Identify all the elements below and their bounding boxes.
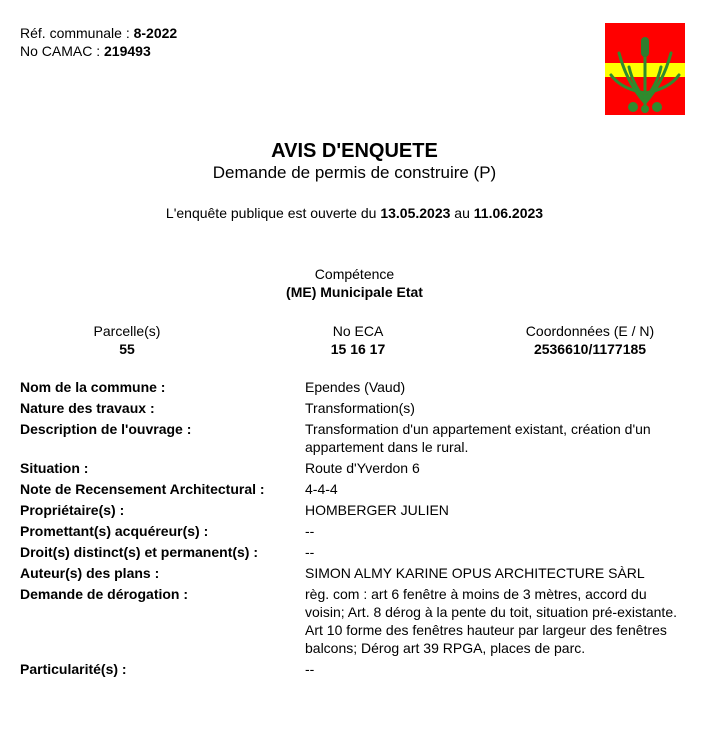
detail-value: 4-4-4 [305, 481, 338, 497]
detail-value: -- [305, 661, 315, 677]
parcelle-block [27, 322, 227, 358]
eca-value: 15 16 17 [330, 341, 386, 357]
camac-value: 219493 [104, 43, 151, 59]
detail-row [20, 378, 690, 396]
detail-row [20, 480, 690, 498]
eca-block [258, 322, 458, 358]
detail-label: Nom de la commune : [20, 379, 166, 395]
ref-communale-label: Réf. communale : [20, 25, 134, 41]
competence-block [0, 265, 709, 301]
detail-value: Route d'Yverdon 6 [305, 460, 420, 476]
detail-row [20, 522, 690, 540]
detail-label: Demande de dérogation : [20, 586, 189, 602]
detail-row [20, 543, 690, 561]
detail-label: Particularité(s) : [20, 661, 127, 677]
detail-row [20, 420, 690, 456]
ref-communale-value: 8-2022 [133, 25, 178, 41]
detail-label: Situation : [20, 460, 89, 476]
detail-value: Transformation d'un appartement existant, création d'un appartement dans le rural. [305, 421, 651, 455]
detail-label: Note de Recensement Architectural : [20, 481, 265, 497]
detail-value: règ. com : art 6 fenêtre à moins de 3 mètres, accord du voisin; Art. 8 dérog à la pente du toit, situation pré-existante. Art 10 forme des fenêtres hauteur par largeur des fenêtres balcons; Dérog art 39 RPGA, places de parc. [305, 586, 677, 656]
detail-row [20, 399, 690, 417]
detail-row [20, 459, 690, 477]
enquete-prefix: L'enquête publique est ouverte du [165, 205, 381, 221]
detail-label: Droit(s) distinct(s) et permanent(s) : [20, 544, 259, 560]
competence-value: (ME) Municipale Etat [286, 284, 423, 300]
competence-label: Compétence [314, 266, 395, 282]
enquete-period [0, 204, 709, 222]
parcelle-value: 55 [119, 341, 135, 357]
detail-value: Transformation(s) [305, 400, 415, 416]
detail-value: -- [305, 544, 315, 560]
parcelle-label: Parcelle(s) [93, 323, 161, 339]
camac-label: No CAMAC : [20, 43, 105, 59]
camac-number [20, 42, 177, 60]
reference-block [20, 24, 177, 60]
detail-value: SIMON ALMY KARINE OPUS ARCHITECTURE SÀRL [305, 565, 645, 581]
coordinates-value: 2536610/1177185 [533, 341, 647, 357]
coat-of-arms-icon [605, 23, 685, 115]
page-subtitle: Demande de permis de construire (P) [212, 163, 497, 182]
coordinates-label: Coordonnées (E / N) [525, 323, 655, 339]
page-title: AVIS D'ENQUETE [271, 140, 438, 162]
detail-row [20, 660, 690, 678]
detail-label: Promettant(s) acquéreur(s) : [20, 523, 209, 539]
enquete-start-date: 13.05.2023 [380, 205, 451, 221]
detail-value: -- [305, 523, 315, 539]
details-list [20, 378, 690, 681]
detail-label: Propriétaire(s) : [20, 502, 125, 518]
detail-label: Auteur(s) des plans : [20, 565, 160, 581]
enquete-middle: au [450, 205, 474, 221]
ref-communale [20, 24, 177, 42]
coordinates-block [490, 322, 690, 358]
detail-row [20, 501, 690, 519]
detail-label: Nature des travaux : [20, 400, 155, 416]
detail-row [20, 564, 690, 582]
detail-row [20, 585, 690, 657]
enquete-end-date: 11.06.2023 [473, 205, 544, 221]
detail-value: HOMBERGER JULIEN [305, 502, 449, 518]
eca-label: No ECA [332, 323, 384, 339]
detail-label: Description de l'ouvrage : [20, 421, 192, 437]
detail-value: Ependes (Vaud) [305, 379, 406, 395]
